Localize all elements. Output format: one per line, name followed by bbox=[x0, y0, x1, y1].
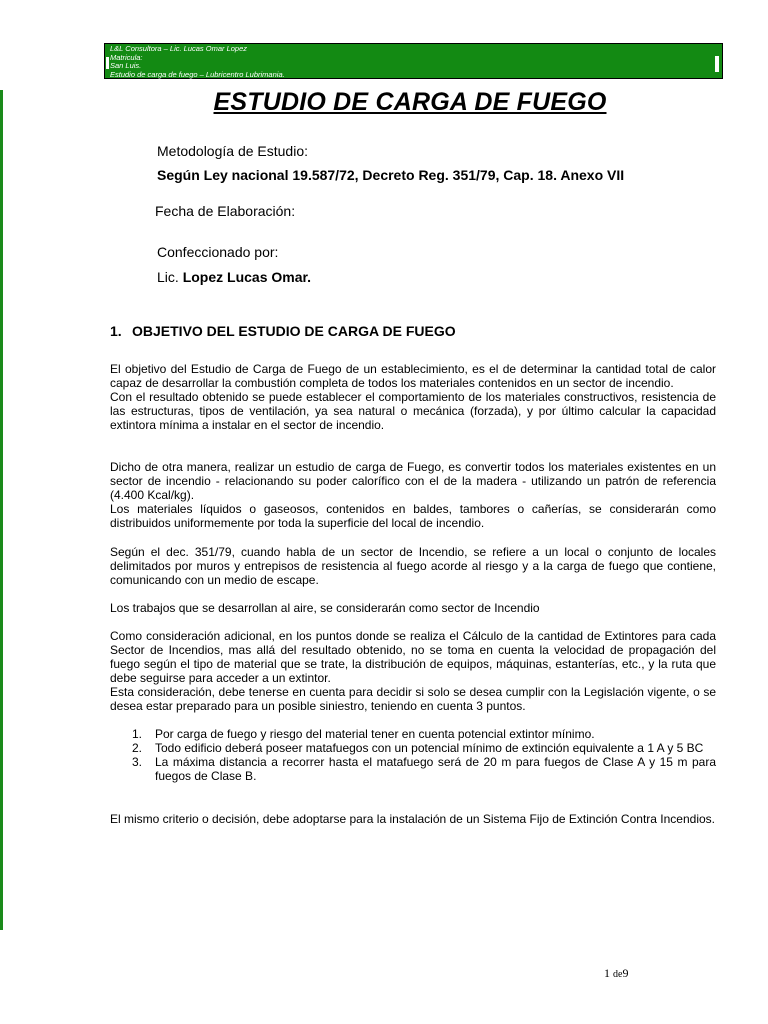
header-study-line: Estudio de carga de fuego – Lubricentro Lubrimania. bbox=[110, 69, 285, 79]
list-item-text: La máxima distancia a recorrer hasta el matafuego será de 20 m para fuegos de Clase A y 15 m para fuegos de Clase B. bbox=[155, 755, 716, 783]
list-item bbox=[110, 741, 716, 755]
author-name: Lopez Lucas Omar. bbox=[182, 269, 312, 285]
author-line bbox=[157, 269, 311, 285]
header-location-line: San Luis. bbox=[110, 61, 142, 70]
criteria-list bbox=[110, 727, 716, 783]
list-item-number: 3. bbox=[132, 755, 143, 769]
author-prefix: Lic. bbox=[157, 269, 179, 285]
body-paragraph: El objetivo del Estudio de Carga de Fuego de un establecimiento, es el de determinar la cantidad total de calor capaz de desarrollar la combustión completa de todos los materiales contenidos en un sector de incendio. bbox=[110, 362, 716, 390]
paragraph-block-1 bbox=[110, 362, 716, 432]
page-separator: de bbox=[613, 969, 623, 980]
header-license-line: Matricula: bbox=[110, 52, 143, 62]
header-lines bbox=[110, 45, 285, 79]
left-margin-rule bbox=[0, 90, 3, 930]
list-item-text: Todo edificio deberá poseer matafuegos con un potencial mínimo de extinción equivalente a 1 A y 5 BC bbox=[155, 741, 704, 755]
closing-paragraph: El mismo criterio o decisión, debe adoptarse para la instalación de un Sistema Fijo de Extinción Contra Incendios. bbox=[110, 812, 715, 826]
body-paragraph: Los trabajos que se desarrollan al aire, se considerarán como sector de Incendio bbox=[110, 601, 540, 615]
paragraph-block-5 bbox=[110, 629, 716, 713]
paragraph-block-3 bbox=[110, 545, 716, 587]
list-item-number: 1. bbox=[132, 727, 143, 741]
header-left-marker bbox=[106, 57, 109, 69]
header-company-line: L&L Consultora – Lic. Lucas Omar Lopez bbox=[110, 44, 248, 53]
document-header-band bbox=[104, 43, 723, 79]
body-paragraph: Los materiales líquidos o gaseosos, contenidos en baldes, tambores o cañerías, se considerarán como distribuidos uniformemente por toda la superficie del local de incendio. bbox=[110, 502, 716, 530]
section-title: OBJETIVO DEL ESTUDIO DE CARGA DE FUEGO bbox=[132, 323, 456, 339]
paragraph-block-4 bbox=[110, 601, 716, 615]
body-paragraph: Dicho de otra manera, realizar un estudio de carga de Fuego, es convertir todos los materiales existentes en un sector de incendio - relacionando su poder calorífico con el de la madera - utilizando un patrón de referencia (4.400 Kcal/kg). bbox=[110, 460, 716, 502]
section-number: 1. bbox=[110, 323, 122, 339]
author-label: Confeccionado por: bbox=[157, 244, 279, 260]
page-total: 9 bbox=[622, 966, 629, 980]
page-number bbox=[604, 966, 628, 981]
paragraph-block-2 bbox=[110, 460, 716, 530]
document-title: ESTUDIO DE CARGA DE FUEGO bbox=[213, 88, 607, 116]
section-heading bbox=[110, 323, 456, 339]
list-item bbox=[110, 755, 716, 783]
methodology-value: Según Ley nacional 19.587/72, Decreto Reg. 351/79, Cap. 18. Anexo VII bbox=[157, 167, 625, 183]
body-paragraph: Con el resultado obtenido se puede establecer el comportamiento de los materiales constructivos, resistencia de las estructuras, tipos de ventilación, ya sea natural o mecánica (forzada), y por último calcular la capacidad extintora mínima a instalar en el sector de incendio. bbox=[110, 390, 716, 432]
body-paragraph: Esta consideración, debe tenerse en cuenta para decidir si solo se desea cumplir con la Legislación vigente, o se desea estar preparado para un posible siniestro, teniendo en cuenta 3 puntos. bbox=[110, 685, 716, 713]
body-paragraph: Como consideración adicional, en los puntos donde se realiza el Cálculo de la cantidad de Extintores para cada Sector de Incendios, mas allá del resultado obtenido, no se toma en cuenta la velocidad de propagación del fuego según el tipo de material que se trate, la distribución de equipos, máquinas, estanterías, etc., y la ruta que debe seguirse para acceder a un extintor. bbox=[110, 629, 716, 685]
list-item-text: Por carga de fuego y riesgo del material tener en cuenta potencial extintor mínimo. bbox=[155, 727, 595, 741]
list-item-number: 2. bbox=[132, 741, 143, 755]
body-paragraph: Según el dec. 351/79, cuando habla de un sector de Incendio, se refiere a un local o conjunto de locales delimitados por muros y entrepisos de resistencia al fuego acorde al riesgo y a la carga de fuego que contiene, comunicando con un medio de escape. bbox=[110, 545, 716, 587]
methodology-label: Metodología de Estudio: bbox=[157, 143, 308, 159]
header-right-marker bbox=[715, 56, 719, 72]
page-current: 1 bbox=[604, 966, 610, 980]
list-item bbox=[110, 727, 716, 741]
date-label: Fecha de Elaboración: bbox=[155, 203, 296, 219]
